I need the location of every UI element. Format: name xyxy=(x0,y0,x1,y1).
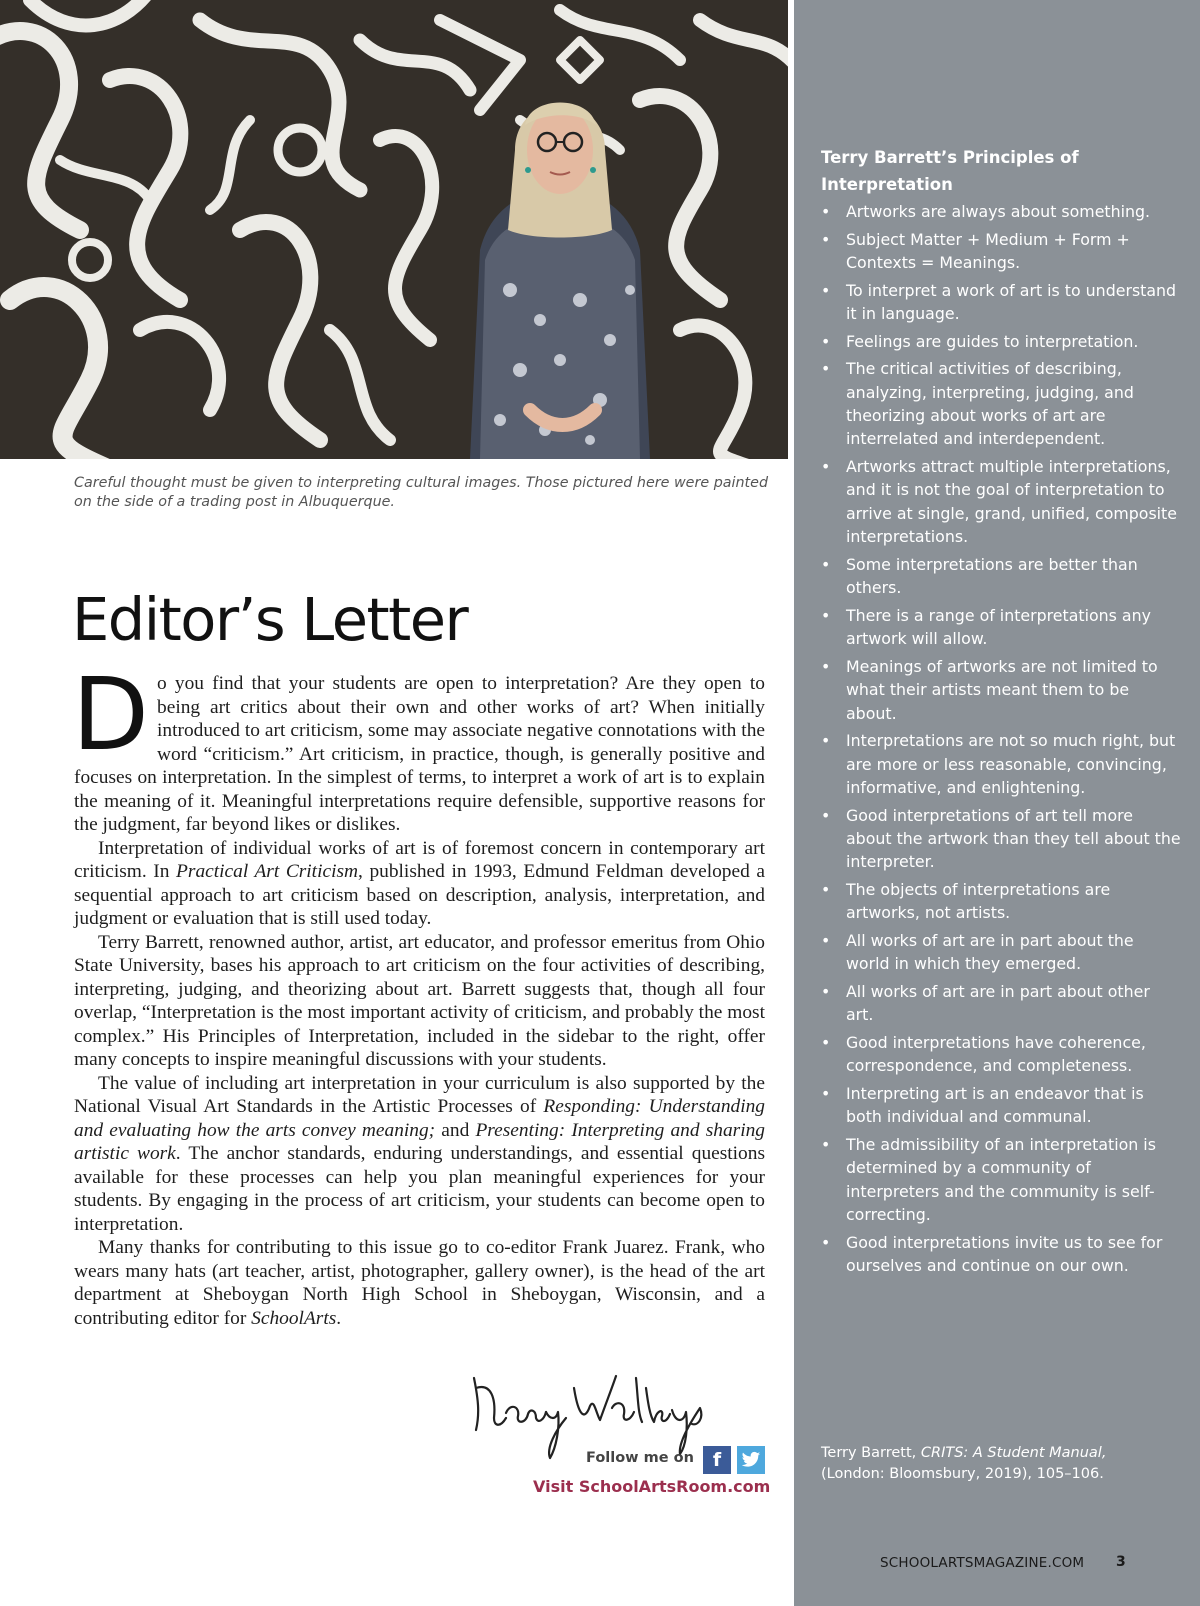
twitter-icon xyxy=(741,1451,761,1469)
principles-list xyxy=(821,200,1181,1282)
principle-item: • The critical activities of describing, analyzing, interpreting, judging, and theorizing about works of art are interrelated and interdependent. xyxy=(821,357,1181,451)
facebook-button[interactable] xyxy=(703,1446,731,1474)
footer-website: SCHOOLARTSMAGAZINE.COM xyxy=(880,1555,1085,1571)
photo-caption: Careful thought must be given to interpreting cultural images. Those pictured here were painted on the side of a trading post in Albuquerque. xyxy=(74,475,769,510)
principle-item: • Meanings of artworks are not limited to what their artists meant them to be about. xyxy=(821,655,1181,725)
principle-item: • Subject Matter + Medium + Form + Contexts = Meanings. xyxy=(821,228,1181,275)
principle-item: • The objects of interpretations are artworks, not artists. xyxy=(821,878,1181,925)
page-title: Editor’s Letter xyxy=(72,585,468,654)
principle-item: • Good interpretations invite us to see for ourselves and continue on our own. xyxy=(821,1231,1181,1278)
principle-item: • To interpret a work of art is to understand it in language. xyxy=(821,279,1181,326)
principle-item: • All works of art are in part about other art. xyxy=(821,980,1181,1027)
drop-cap: D xyxy=(72,656,150,773)
article-body xyxy=(72,656,765,1330)
principle-item: • Good interpretations of art tell more about the artwork than they tell about the interpreter. xyxy=(821,804,1181,874)
website-link[interactable]: Visit SchoolArtsRoom.com xyxy=(533,1477,771,1496)
book-title: Practical Art Criticism xyxy=(176,861,359,882)
twitter-button[interactable] xyxy=(737,1446,765,1474)
editor-signature xyxy=(466,1368,716,1460)
page-number: 3 xyxy=(1116,1554,1126,1570)
principle-item: • The admissibility of an interpretation is determined by a community of interpreters and the community is self-correcting. xyxy=(821,1133,1181,1227)
paragraph-3: Terry Barrett, renowned author, artist, art educator, and professor emeritus from Ohio State University, bases his approach to art criticism on the four activities of describing, interpreting, judging, and theorizing about art. Barrett suggests that, though all four overlap, “Interpretation is the most important activity of criticism, and probably the most complex.” His Principles of Interpretation, included in the sidebar to the right, offer many concepts to inspire meaningful discussions with your students. xyxy=(74,931,765,1070)
principle-item: • All works of art are in part about the world in which they emerged. xyxy=(821,929,1181,976)
principle-item: • Good interpretations have coherence, correspondence, and completeness. xyxy=(821,1031,1181,1078)
principle-item: • Artworks attract multiple interpretations, and it is not the goal of interpretation to arrive at single, grand, unified, composite interpretations. xyxy=(821,455,1181,549)
paragraph-4: The value of including art interpretation in your curriculum is also supported by the National Visual Art Standards in the Artistic Processes of Responding: Understanding and evaluating how the arts convey meaning; and Presenting: Interpreting and sharing artistic work. The anchor standards, enduring understandings, and essential questions available for these processes can help you plan meaningful experiences for your students. By engaging in the process of art criticism, your students can become open to interpretation. xyxy=(74,1072,765,1235)
principle-item: • Interpretations are not so much right, but are more or less reasonable, convincing, informative, and enlightening. xyxy=(821,729,1181,799)
follow-label: Follow me on xyxy=(586,1450,694,1466)
paragraph-2: Interpretation of individual works of art is of foremost concern in contemporary art criticism. In Practical Art Criticism, published in 1993, Edmund Feldman developed a sequential approach to art criticism based on description, analysis, interpretation, and judgment or evaluation that is still used today. xyxy=(74,837,765,929)
facebook-icon: f xyxy=(712,1449,722,1471)
paragraph-5: Many thanks for contributing to this issue go to co-editor Frank Juarez. Frank, who wears many hats (art teacher, artist, photographer, gallery owner), is the head of the art department at Sheboygan North High School in Sheboygan, Wisconsin, and a contributing editor for SchoolArts. xyxy=(74,1237,765,1329)
mural-photo-illustration xyxy=(0,0,788,459)
principle-item: • Interpreting art is an endeavor that is both individual and communal. xyxy=(821,1082,1181,1129)
cover-photo xyxy=(0,0,788,459)
sidebar-title: Terry Barrett’s Principles of Interpretation xyxy=(821,148,1079,194)
principle-item: • Some interpretations are better than others. xyxy=(821,553,1181,600)
principle-item: • There is a range of interpretations any artwork will allow. xyxy=(821,604,1181,651)
principle-item: • Feelings are guides to interpretation. xyxy=(821,330,1181,353)
principle-item: • Artworks are always about something. xyxy=(821,200,1181,223)
sidebar-citation: Terry Barrett, CRITS: A Student Manual, (London: Bloomsbury, 2019), 105–106. xyxy=(821,1445,1107,1482)
paragraph-1: Do you find that your students are open to interpretation? Are they open to being art critics about their own and other works of art? When initially introduced to art criticism, some may associate negative connotations with the word “criticism.” Art criticism, in practice, though, is generally positive and focuses on interpretation. In the simplest of terms, to interpret a work of art is to explain the meaning of it. Meaningful interpretations require defensible, supportive reasons for the judgment, far beyond likes or dislikes. xyxy=(72,656,765,835)
